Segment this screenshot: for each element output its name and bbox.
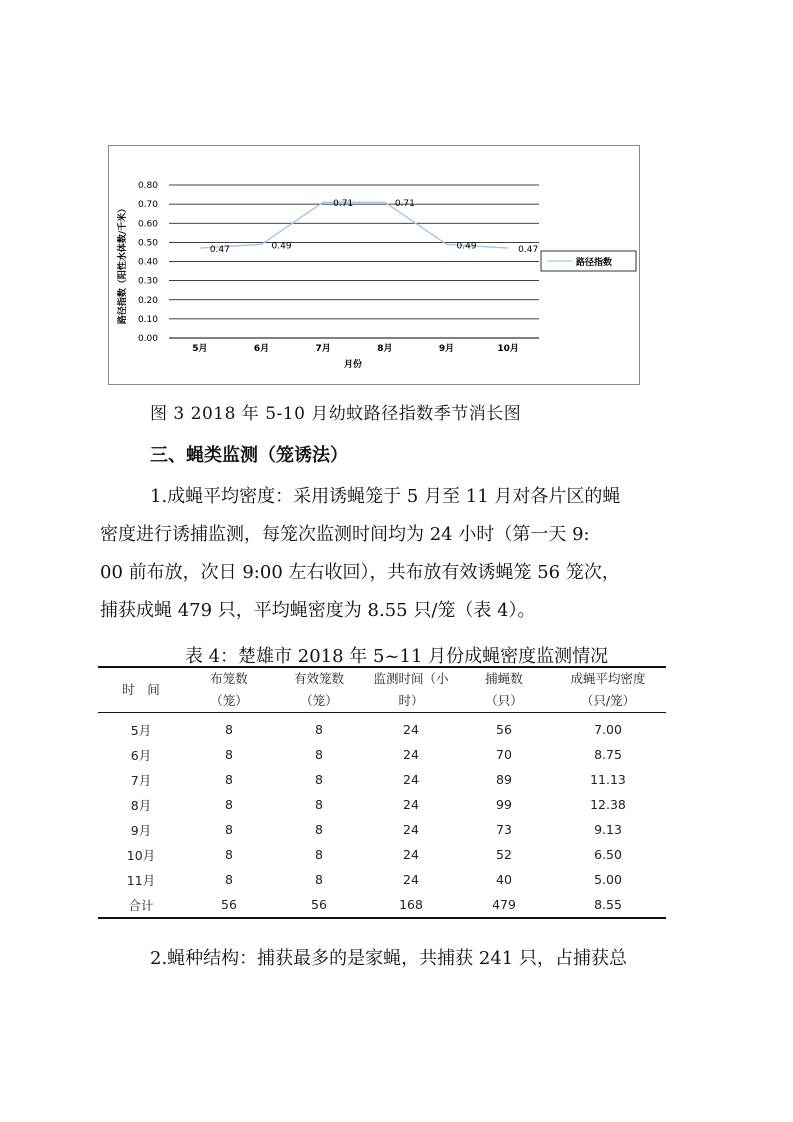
table-row (98, 842, 666, 867)
table-cell: 24 (403, 847, 419, 862)
table-cell: 5月 (130, 722, 152, 738)
y-tick-label: 0.40 (137, 257, 158, 268)
table-cell: 52 (496, 847, 512, 862)
table-cell: 56 (496, 722, 512, 737)
section-heading: 三、蝇类监测（笼诱法） (150, 445, 348, 466)
chart-frame (108, 145, 640, 385)
x-tick-label: 5月 (192, 344, 208, 354)
data-label: 0.71 (333, 199, 354, 210)
table-cell: 8 (315, 772, 323, 787)
table-cell: 8 (225, 747, 233, 762)
data-label: 0.47 (209, 245, 230, 256)
table-header-cell (274, 667, 364, 713)
table-header-cell (458, 667, 550, 713)
table-cell: 11.13 (590, 772, 626, 787)
legend-label: 路径指数 (576, 258, 613, 268)
table-cell: 99 (496, 797, 512, 812)
table-row (98, 767, 666, 792)
header-line: 捕蝇数 (485, 671, 523, 686)
table-cell: 70 (496, 747, 512, 762)
paragraph-line: 捕获成蝇 479 只，平均蝇密度为 8.55 只/笼（表 4）。 (100, 600, 536, 621)
table-cell: 8 (225, 722, 233, 737)
table-cell: 9月 (130, 822, 152, 838)
data-label: 0.71 (394, 199, 415, 210)
table-title: 表 4：楚雄市 2018 年 5~11 月份成蝇密度监测情况 (184, 646, 609, 667)
table-cell: 12.38 (590, 797, 626, 812)
table-header-cell (364, 667, 458, 713)
chart-legend (541, 251, 636, 271)
paragraph-line: 1.成蝇平均密度：采用诱蝇笼于 5 月至 11 月对各片区的蝇 (150, 486, 621, 507)
chart-x-categories (192, 343, 519, 354)
x-tick-label: 6月 (253, 344, 270, 354)
header-line: 监测时间（小 (373, 671, 449, 686)
table-cell: 6.50 (594, 847, 622, 862)
header-line: 成蝇平均密度 (570, 671, 646, 686)
header-line: 时） (398, 693, 424, 708)
table-cell: 73 (496, 822, 512, 837)
table-cell: 40 (496, 872, 512, 887)
x-tick-label: 7月 (315, 344, 331, 354)
data-label: 0.49 (271, 241, 292, 252)
table-cell: 11月 (126, 872, 156, 888)
table-cell: 8 (315, 822, 323, 837)
table-row (98, 817, 666, 842)
header-line: 时 间 (122, 682, 160, 697)
table-cell: 168 (399, 897, 423, 912)
table-row (98, 892, 666, 918)
table-cell: 8.75 (594, 747, 622, 762)
table-cell: 24 (403, 772, 419, 787)
header-line: （笼） (300, 693, 338, 708)
figure-caption: 图 3 2018 年 5-10 月幼蚊路径指数季节消长图 (150, 404, 522, 424)
table-cell: 24 (403, 747, 419, 762)
x-tick-label: 8月 (377, 344, 393, 354)
y-tick-label: 0.00 (137, 334, 158, 344)
table-cell: 10月 (126, 847, 156, 863)
paragraph-line: 2.蝇种结构：捕获最多的是家蝇，共捕获 241 只，占捕获总 (150, 948, 627, 969)
y-tick-label: 0.10 (137, 314, 158, 325)
table-row (98, 742, 666, 767)
table-cell: 5.00 (594, 872, 622, 887)
table-cell: 7月 (130, 772, 152, 788)
paragraph-line: 00 前布放，次日 9:00 左右收回），共布放有效诱蝇笼 56 笼次， (100, 562, 620, 583)
table-cell: 7.00 (594, 722, 622, 737)
data-label: 0.49 (456, 241, 477, 252)
table-row (98, 792, 666, 817)
table-cell: 8 (315, 797, 323, 812)
header-line: 布笼数 (210, 671, 248, 686)
table-row (98, 713, 666, 743)
table-cell: 479 (492, 897, 516, 912)
table-header-cell (184, 667, 274, 713)
table-header-row (98, 667, 666, 713)
y-tick-label: 0.20 (137, 295, 158, 306)
header-line: （只） (485, 693, 523, 708)
table-cell: 56 (221, 897, 237, 912)
table-cell: 8 (225, 822, 233, 837)
table-cell: 6月 (130, 747, 152, 763)
table-cell: 8 (315, 722, 323, 737)
table-cell: 56 (311, 897, 327, 912)
table-cell: 8 (225, 772, 233, 787)
y-tick-label: 0.30 (137, 276, 158, 287)
fly-density-table (98, 666, 666, 919)
table-cell: 89 (496, 772, 512, 787)
table-cell: 8 (225, 797, 233, 812)
x-tick-label: 10月 (497, 344, 519, 354)
table-cell: 8 (225, 872, 233, 887)
table-cell: 24 (403, 797, 419, 812)
table-header-cell (98, 667, 184, 713)
header-line: 有效笼数 (293, 671, 344, 686)
table-cell: 24 (403, 872, 419, 887)
x-tick-label: 9月 (438, 344, 455, 354)
table-cell: 9.13 (594, 822, 622, 837)
y-tick-label: 0.70 (137, 200, 158, 211)
table-cell: 8月 (130, 797, 152, 813)
paragraph-line: 密度进行诱捕监测，每笼次监测时间均为 24 小时（第一天 9: (100, 524, 590, 545)
table-cell: 8 (315, 872, 323, 887)
table-cell: 8 (315, 747, 323, 762)
table-row (98, 867, 666, 892)
table-cell: 8 (315, 847, 323, 862)
y-tick-label: 0.80 (137, 181, 158, 191)
table-header-cell (550, 667, 666, 713)
y-tick-label: 0.50 (137, 238, 158, 249)
header-line: （笼） (210, 693, 248, 708)
table-cell: 8 (225, 847, 233, 862)
table-cell: 合计 (128, 897, 154, 913)
chart-y-axis-label: 路径指数（阳性水体数/千米） (118, 203, 128, 325)
chart-grid (169, 185, 539, 338)
table-cell: 8.55 (594, 897, 622, 912)
table-cell: 24 (403, 722, 419, 737)
header-line: （只/笼） (580, 693, 636, 708)
chart-y-ticks (138, 181, 158, 344)
line-chart (109, 146, 639, 384)
y-tick-label: 0.60 (137, 219, 158, 230)
table-cell: 24 (403, 822, 419, 837)
chart-x-axis-label: 月份 (343, 360, 363, 370)
data-label: 0.47 (518, 245, 539, 256)
